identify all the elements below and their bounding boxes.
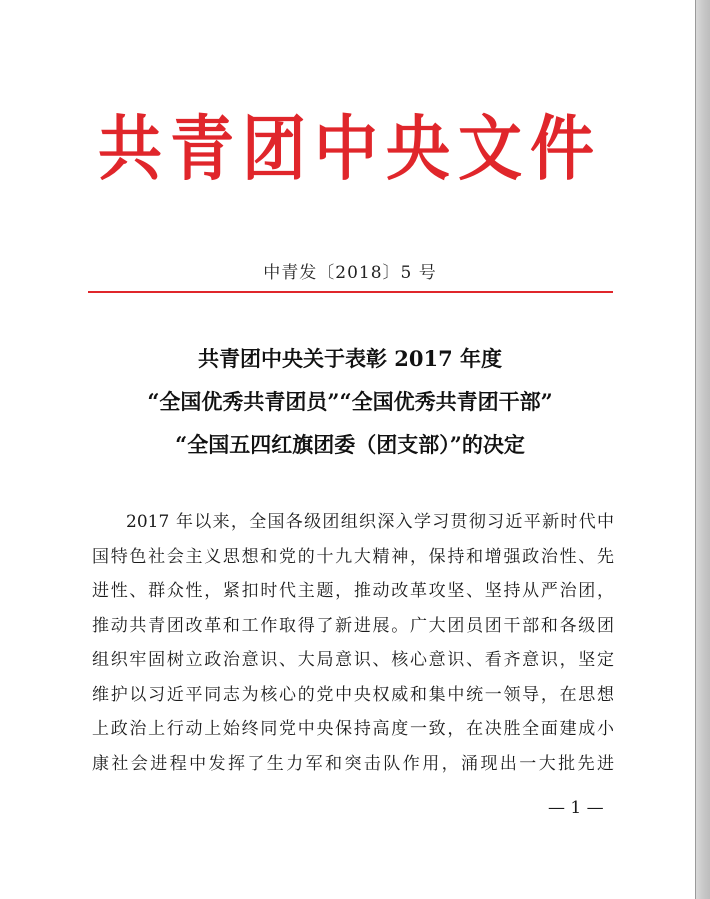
- document-title: [0, 337, 700, 466]
- body-line: 国特色社会主义思想和党的十九大精神，保持和增强政治性、先: [92, 546, 614, 567]
- document-number: 中青发〔2018〕5 号: [263, 263, 437, 283]
- body-paragraph: [92, 505, 614, 781]
- body-line: 组织牢固树立政治意识、大局意识、核心意识、看齐意识，坚定: [92, 650, 614, 670]
- title-line: “全国五四红旗团委（团支部）”的决定: [175, 432, 525, 457]
- body-line: 进性、群众性，紧扣时代主题，推动改革攻坚、坚持从严治团，: [92, 581, 614, 601]
- page-number: — 1 —: [548, 798, 604, 818]
- viewer-scroll-gutter[interactable]: [696, 0, 710, 899]
- body-line: 2017 年以来，全国各级团组织深入学习贯彻习近平新时代中: [126, 512, 614, 532]
- masthead-title: 共青团中央文件: [98, 108, 602, 191]
- title-line: 共青团中央关于表彰 2017 年度: [197, 346, 503, 371]
- body-line: 上政治上行动上始终同党中央保持高度一致，在决胜全面建成小: [92, 719, 614, 739]
- red-divider-rule: [88, 291, 613, 293]
- title-line: “全国优秀共青团员”“全国优秀共青团干部”: [147, 389, 553, 414]
- body-line: 康社会进程中发挥了生力军和突击队作用，涌现出一大批先进: [92, 753, 614, 774]
- body-line: 维护以习近平同志为核心的党中央权威和集中统一领导，在思想: [92, 684, 614, 705]
- body-line: 推动共青团改革和工作取得了新进展。广大团员团干部和各级团: [92, 615, 614, 636]
